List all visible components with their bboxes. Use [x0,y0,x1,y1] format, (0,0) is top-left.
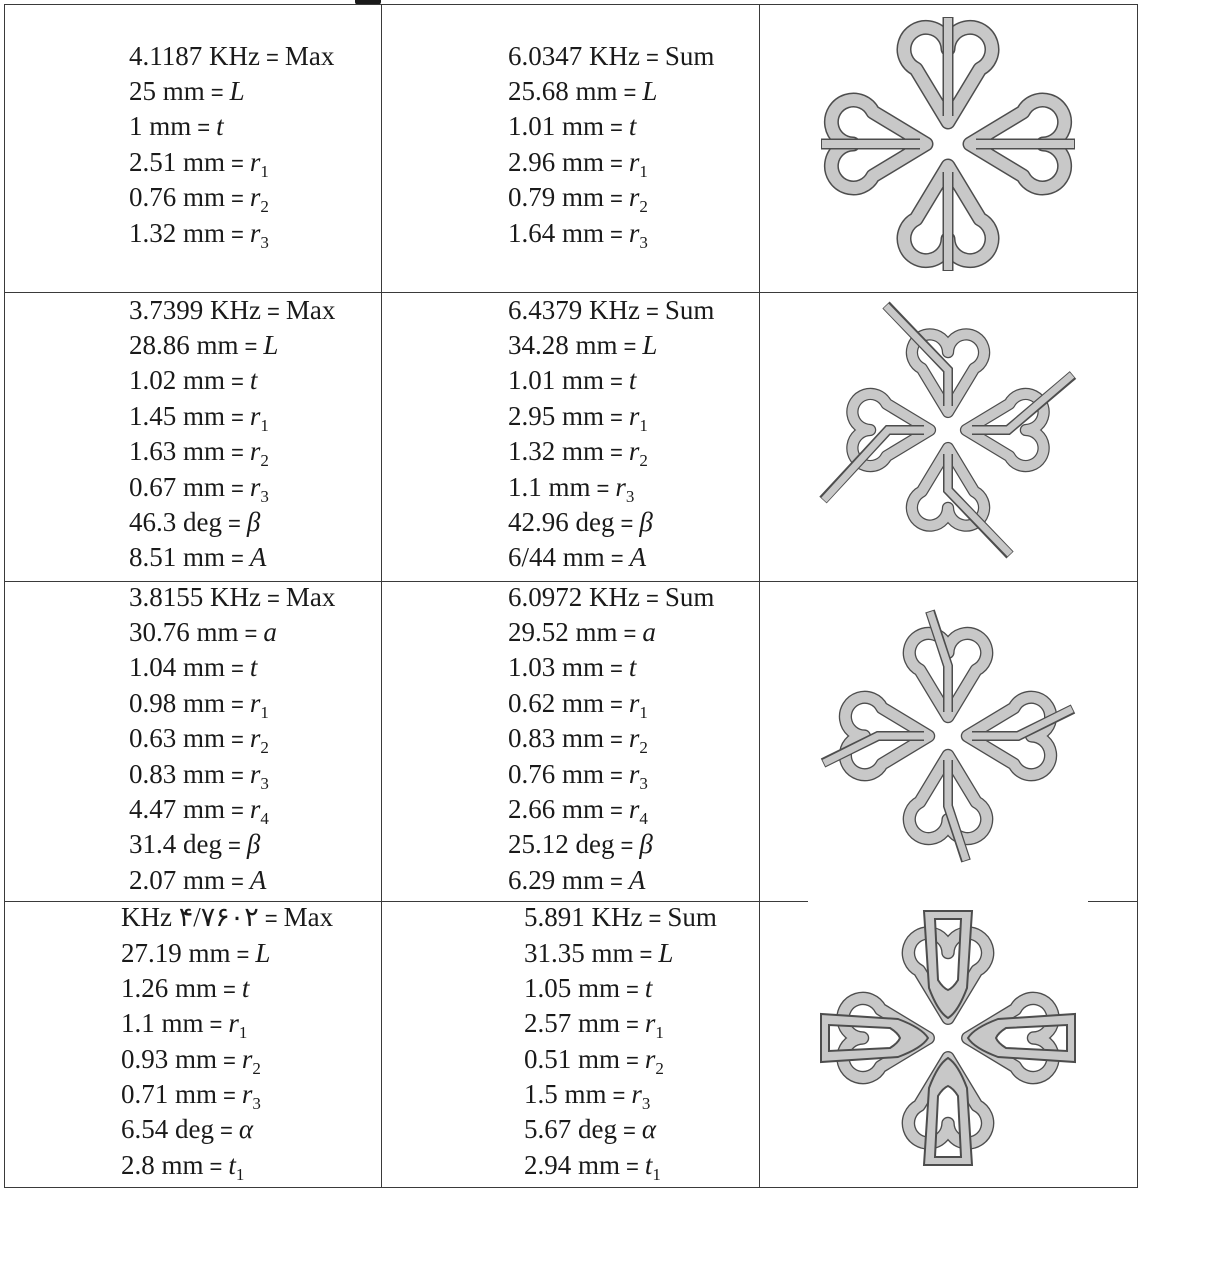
param-value: 46.3 deg [129,507,222,537]
param-line: 31.35 mm = L [524,938,674,968]
param-value: 0.63 mm [129,723,226,753]
param-symbol: r [249,182,261,212]
figure-clover-tapered-slots [818,908,1078,1168]
param-symbol: r [249,401,261,431]
param-symbol: r [241,1079,253,1109]
param-line: 2.66 mm = $r_4$ [508,794,648,828]
param-line: 6.0347 KHz = Sum [508,41,715,71]
param-line: 0.98 mm = $r_1$ [129,688,269,722]
param-line: 2.95 mm = $r_1$ [508,401,648,435]
param-symbol: A [629,542,647,572]
param-value: 3.8155 KHz [129,582,261,612]
param-symbol: Sum [664,582,715,612]
param-symbol: Max [285,295,336,325]
param-subscript: 1 [235,1165,245,1184]
param-symbol: A [628,865,646,895]
param-value: 8.51 mm [129,542,226,572]
param-line: 2.57 mm = $r_1$ [524,1008,664,1042]
figure-clover-bent-slots [818,606,1078,866]
param-subscript: 3 [625,487,635,506]
param-line: 34.28 mm = L [508,330,658,360]
figure-clover-straight-slots [818,14,1078,274]
param-symbol: t [644,1150,653,1180]
param-line: 2.96 mm = $r_1$ [508,147,648,181]
param-subscript: 3 [260,774,269,793]
param-line: 2.07 mm = A [129,865,267,895]
param-subscript: 1 [639,703,648,722]
param-subscript: 2 [260,197,269,216]
param-line: 25 mm = L [129,76,245,106]
table-column-divider-2 [759,4,760,1188]
param-value: 1.5 mm [524,1079,607,1109]
param-value: 6/44 mm [508,542,605,572]
param-symbol: Sum [667,902,717,932]
param-symbol: L [255,938,271,968]
param-symbol: A [249,865,267,895]
param-line: 1.32 mm = $r_3$ [129,218,269,252]
param-subscript: 3 [639,233,648,252]
param-symbol: r [615,472,626,502]
param-value: 6.4379 KHz [508,295,640,325]
param-value: 34.28 mm [508,330,618,360]
param-line: 4.47 mm = $r_4$ [129,794,269,828]
param-line: 3.7399 KHz = Max [129,295,336,325]
param-line: 46.3 deg = β [129,507,261,537]
param-value: 4.47 mm [129,794,226,824]
param-symbol: r [628,794,640,824]
table-left-border [4,4,5,1188]
param-line: 42.96 deg = β [508,507,653,537]
param-line: 1.63 mm = $r_2$ [129,436,269,470]
table-column-divider-1 [381,4,382,1188]
param-subscript: 1 [655,1023,664,1042]
param-subscript: 3 [260,487,269,506]
param-value: 0.67 mm [129,472,226,502]
param-line: 4.1187 KHz = Max [129,41,335,71]
param-line: 25.12 deg = β [508,829,653,859]
param-line: 1.1 mm = $r_1$ [121,1008,248,1042]
param-subscript: 3 [252,1094,261,1113]
param-value: 2.94 mm [524,1150,621,1180]
param-line: 1.32 mm = $r_2$ [508,436,648,470]
param-subscript: 1 [260,703,269,722]
param-subscript: 2 [639,197,648,216]
param-value: 2.96 mm [508,147,605,177]
param-value: 1.05 mm [524,973,621,1003]
param-line: 1.02 mm = t [129,365,258,395]
param-value: 1.03 mm [508,652,605,682]
param-subscript: 1 [238,1023,248,1042]
param-line: 3.8155 KHz = Max [129,582,336,612]
param-line: 1.01 mm = t [508,111,637,141]
param-symbol: t [249,652,258,682]
param-line: 31.4 deg = β [129,829,261,859]
param-value: 29.52 mm [508,617,618,647]
param-line: 1.04 mm = t [129,652,258,682]
param-symbol: t [628,111,637,141]
param-value: 1.02 mm [129,365,226,395]
param-subscript: 1 [260,416,269,435]
param-line: 27.19 mm = L [121,938,271,968]
param-line: 2.8 mm = $t_1$ [121,1150,245,1184]
param-subscript: 1 [639,416,648,435]
param-symbol: r [249,794,261,824]
param-symbol: t [628,652,637,682]
param-line: 1.64 mm = $r_3$ [508,218,648,252]
param-line: 1.26 mm = t [121,973,250,1003]
param-symbol: β [246,829,261,859]
param-subscript: 2 [260,738,269,757]
param-symbol: r [628,401,640,431]
param-symbol: β [639,507,653,537]
param-line: KHz ۴/۷۶۰۲ = Max [121,902,334,932]
param-symbol: t [216,111,224,141]
param-symbol: r [249,688,261,718]
param-line: 1.45 mm = $r_1$ [129,401,269,435]
param-symbol: r [628,688,640,718]
param-value: 30.76 mm [129,617,239,647]
param-subscript: 1 [639,162,648,181]
param-symbol: a [642,617,656,647]
param-line: 0.83 mm = $r_2$ [508,723,648,757]
param-symbol: r [631,1079,642,1109]
param-line: 0.83 mm = $r_3$ [129,759,269,793]
param-line: 30.76 mm = a [129,617,277,647]
param-line: 2.51 mm = $r_1$ [129,147,269,181]
param-value: 4.1187 KHz [129,41,260,71]
param-symbol: β [639,829,653,859]
param-symbol: Sum [664,41,715,71]
param-value: 0.98 mm [129,688,226,718]
param-value: 6.29 mm [508,865,605,895]
param-subscript: 2 [639,738,648,757]
param-subscript: 3 [639,774,648,793]
param-value: 6.0972 KHz [508,582,640,612]
param-symbol: r [241,1044,253,1074]
param-value: 42.96 deg [508,507,615,537]
param-value: 0.51 mm [524,1044,621,1074]
param-subscript: 2 [639,451,648,470]
param-symbol: r [644,1044,656,1074]
param-value: 0.79 mm [508,182,605,212]
param-symbol: α [238,1114,254,1144]
param-line: 6.4379 KHz = Sum [508,295,715,325]
param-line: 1.01 mm = t [508,365,637,395]
param-symbol: r [249,472,261,502]
param-symbol: r [644,1008,656,1038]
param-line: 0.71 mm = $r_3$ [121,1079,261,1113]
table-row-divider-3b [1088,901,1138,902]
param-value: 2.57 mm [524,1008,621,1038]
param-value: 5.67 deg [524,1114,617,1144]
param-symbol: Max [285,582,336,612]
figure-clover-diagonal-slots [818,300,1078,560]
param-symbol: r [628,147,640,177]
param-symbol: β [246,507,261,537]
param-symbol: r [628,436,640,466]
param-symbol: A [249,542,267,572]
param-line: 1.05 mm = t [524,973,653,1003]
param-value: 0.76 mm [129,182,226,212]
param-line: 29.52 mm = a [508,617,656,647]
param-line: 5.67 deg = α [524,1114,657,1144]
param-line: 2.94 mm = $t_1$ [524,1150,661,1184]
param-symbol: t [228,1150,236,1180]
param-symbol: Max [283,902,334,932]
param-symbol: t [644,973,653,1003]
param-symbol: r [249,218,261,248]
param-line: 1.1 mm = $r_3$ [508,472,635,506]
param-value: 6.0347 KHz [508,41,640,71]
param-symbol: r [628,218,640,248]
param-subscript: 2 [252,1059,261,1078]
param-value: 31.35 mm [524,938,634,968]
param-value: 1.32 mm [129,218,226,248]
param-subscript: 3 [641,1094,651,1113]
param-value: 1.64 mm [508,218,605,248]
param-value: 1.1 mm [121,1008,204,1038]
param-line: 0.62 mm = $r_1$ [508,688,648,722]
param-value: 1.01 mm [508,111,605,141]
param-subscript: 3 [260,233,269,252]
param-line: 28.86 mm = L [129,330,279,360]
param-line: 1.5 mm = $r_3$ [524,1079,651,1113]
param-line: 0.51 mm = $r_2$ [524,1044,664,1078]
param-value: 0.83 mm [129,759,226,789]
param-value: KHz ۴/۷۶۰۲ [121,902,259,932]
param-symbol: L [229,76,245,106]
param-value: 5.891 KHz [524,902,643,932]
param-symbol: r [249,723,261,753]
table-top-border [4,4,1138,5]
param-value: 3.7399 KHz [129,295,261,325]
param-symbol: r [228,1008,239,1038]
param-line: 6.0972 KHz = Sum [508,582,715,612]
param-subscript: 2 [655,1059,664,1078]
param-line: 0.76 mm = $r_3$ [508,759,648,793]
param-line: 5.891 KHz = Sum [524,902,717,932]
param-line: 0.93 mm = $r_2$ [121,1044,261,1078]
param-value: 0.71 mm [121,1079,218,1109]
param-symbol: L [263,330,279,360]
param-value: 2.8 mm [121,1150,204,1180]
param-value: 0.93 mm [121,1044,218,1074]
param-line: 1 mm = t [129,111,224,141]
param-subscript: 4 [639,809,648,828]
param-symbol: t [628,365,637,395]
param-line: 6/44 mm = A [508,542,647,572]
param-value: 1.45 mm [129,401,226,431]
param-line: 1.03 mm = t [508,652,637,682]
param-symbol: a [263,617,277,647]
param-symbol: r [628,182,640,212]
param-value: 25 mm [129,76,205,106]
param-symbol: r [628,759,640,789]
param-subscript: 1 [652,1165,661,1184]
param-value: 1.01 mm [508,365,605,395]
param-line: 6.54 deg = α [121,1114,254,1144]
param-value: 6.54 deg [121,1114,214,1144]
param-symbol: t [241,973,250,1003]
param-symbol: t [249,365,258,395]
param-symbol: Max [284,41,335,71]
param-value: 2.66 mm [508,794,605,824]
param-value: 27.19 mm [121,938,231,968]
param-value: 1 mm [129,111,192,141]
param-line: 8.51 mm = A [129,542,267,572]
param-symbol: r [249,147,261,177]
param-value: 31.4 deg [129,829,222,859]
param-value: 2.07 mm [129,865,226,895]
param-value: 0.83 mm [508,723,605,753]
param-symbol: L [658,938,674,968]
param-line: 0.76 mm = $r_2$ [129,182,269,216]
param-value: 0.62 mm [508,688,605,718]
param-value: 0.76 mm [508,759,605,789]
param-symbol: r [249,436,261,466]
param-value: 2.51 mm [129,147,226,177]
param-value: 1.63 mm [129,436,226,466]
param-line: 25.68 mm = L [508,76,658,106]
param-symbol: L [642,330,658,360]
param-value: 1.1 mm [508,472,591,502]
param-line: 6.29 mm = A [508,865,646,895]
param-symbol: L [642,76,658,106]
param-line: 0.79 mm = $r_2$ [508,182,648,216]
param-symbol: r [249,759,261,789]
param-value: 28.86 mm [129,330,239,360]
param-symbol: Sum [664,295,715,325]
param-subscript: 1 [260,162,269,181]
param-subscript: 4 [260,809,269,828]
param-subscript: 2 [260,451,269,470]
param-value: 25.12 deg [508,829,615,859]
param-value: 1.04 mm [129,652,226,682]
param-value: 1.26 mm [121,973,218,1003]
param-value: 25.68 mm [508,76,618,106]
param-line: 0.67 mm = $r_3$ [129,472,269,506]
param-symbol: α [641,1114,657,1144]
table-right-border [1137,4,1138,1188]
param-value: 2.95 mm [508,401,605,431]
param-value: 1.32 mm [508,436,605,466]
param-symbol: r [628,723,640,753]
param-line: 0.63 mm = $r_2$ [129,723,269,757]
